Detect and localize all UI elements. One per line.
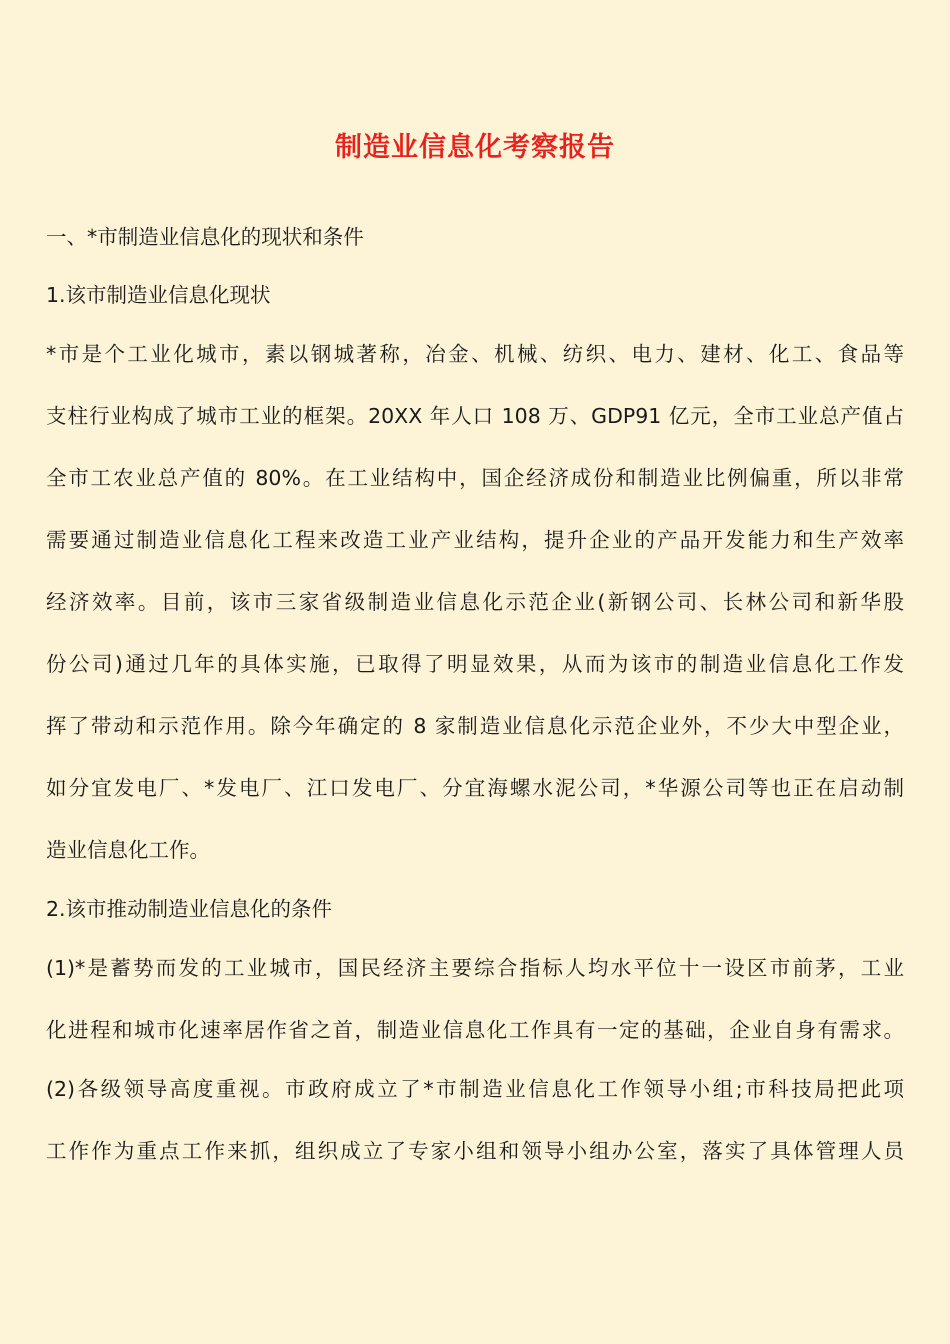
paragraph-line: *市是个工业化城市，素以钢城著称，冶金、机械、纺织、电力、建材、化工、食品等: [46, 342, 904, 366]
paragraph-line: 支柱行业构成了城市工业的框架。20XX 年人口 108 万、GDP91 亿元，全市工业总产值占: [46, 404, 904, 428]
paragraph-line: 造业信息化工作。: [46, 838, 210, 862]
paragraph-line: 需要通过制造业信息化工程来改造工业产业结构，提升企业的产品开发能力和生产效率: [46, 528, 904, 552]
document-title: 制造业信息化考察报告: [335, 132, 615, 163]
subsection-heading: 1.该市制造业信息化现状: [46, 283, 271, 307]
paragraph-line: 份公司)通过几年的具体实施，已取得了明显效果，从而为该市的制造业信息化工作发: [46, 652, 904, 676]
paragraph-line: 挥了带动和示范作用。除今年确定的 8 家制造业信息化示范企业外，不少大中型企业，: [46, 714, 904, 738]
subsection-heading: 2.该市推动制造业信息化的条件: [46, 897, 333, 921]
paragraph-line: 工作作为重点工作来抓，组织成立了专家小组和领导小组办公室，落实了具体管理人员: [46, 1139, 904, 1163]
paragraph-line: (2)各级领导高度重视。市政府成立了*市制造业信息化工作领导小组;市科技局把此项: [46, 1077, 904, 1101]
paragraph-line: 全市工农业总产值的 80%。在工业结构中，国企经济成份和制造业比例偏重，所以非常: [46, 466, 904, 490]
paragraph-line: 经济效率。目前，该市三家省级制造业信息化示范企业(新钢公司、长林公司和新华股: [46, 590, 904, 614]
paragraph-line: (1)*是蓄势而发的工业城市，国民经济主要综合指标人均水平位十一设区市前茅，工业: [46, 956, 904, 980]
paragraph-line: 化进程和城市化速率居作省之首，制造业信息化工作具有一定的基础，企业自身有需求。: [46, 1018, 904, 1042]
paragraph-line: 如分宜发电厂、*发电厂、江口发电厂、分宜海螺水泥公司，*华源公司等也正在启动制: [46, 776, 904, 800]
section-heading: 一、*市制造业信息化的现状和条件: [46, 225, 364, 249]
